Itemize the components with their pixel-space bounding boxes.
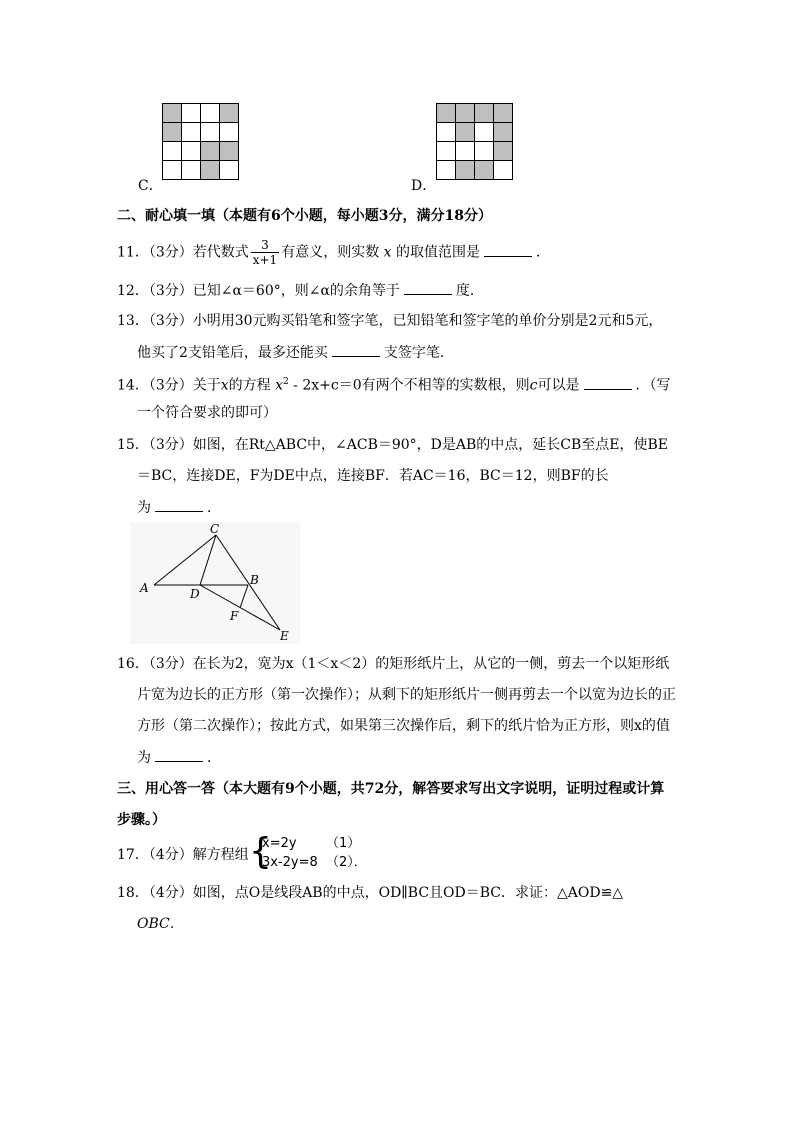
- question-11: [117, 238, 550, 267]
- q11-suffix: 有意义，则实数: [281, 244, 380, 261]
- q14-c: 有两个不相等的实数根，则: [361, 377, 530, 394]
- label-e: E: [280, 629, 289, 643]
- grid-d-cell-blank: [494, 161, 513, 180]
- q14-eq-rest: - 2x+c＝0: [288, 377, 362, 394]
- q16-line4-b: ．: [207, 750, 221, 766]
- label-d: D: [190, 587, 200, 601]
- grid-d-cell-blank: [437, 123, 456, 142]
- question-18-line-2: OBC．: [137, 916, 184, 932]
- grid-c-cell-shaded: [220, 142, 239, 161]
- grid-d-cell-shaded: [475, 104, 494, 123]
- section-3-heading-line-1: 三、用心答一答（本大题有9个小题，共72分，解答要求写出文字说明，证明过程或计算: [117, 781, 665, 797]
- grid-d-cell-blank: [456, 142, 475, 161]
- q11-suffix2: 的取值范围是: [396, 244, 481, 261]
- q15-answer-blank[interactable]: [155, 497, 203, 512]
- eq1-tag: （1）: [326, 836, 361, 851]
- q14-eq-exp: 2: [283, 377, 289, 387]
- grid-c-cell-blank: [201, 123, 220, 142]
- q12-text-b: 度．: [455, 283, 484, 299]
- q14-answer-blank[interactable]: [584, 375, 632, 390]
- grid-c-row: [163, 142, 239, 161]
- grid-c-cell-blank: [220, 123, 239, 142]
- q14-eq-x: x: [275, 377, 283, 394]
- q11-var: x: [383, 244, 392, 261]
- q15-triangle-figure: [130, 522, 300, 644]
- q14-e: ．（写: [635, 377, 671, 394]
- question-15-line-1: 15．（3分）如图，在Rt△ABC中，∠ACB＝90°，D是AB的中点，延长CB至点E，使BE: [117, 437, 669, 453]
- question-15-line-2: ＝BC，连接DE，F为DE中点，连接BF．若AC＝16，BC＝12，则BF的长: [137, 468, 609, 484]
- question-14-line-2: 一个符合要求的即可）: [137, 405, 277, 421]
- grid-c-cell-shaded: [220, 104, 239, 123]
- grid-d-row: [437, 104, 513, 123]
- eq2-tag: （2）: [326, 855, 354, 870]
- option-c-label: C．: [138, 178, 163, 194]
- option-d-label: D．: [411, 178, 437, 194]
- label-c: C: [210, 522, 220, 536]
- q11-numerator: 3: [251, 238, 279, 253]
- q11-fraction: [251, 238, 279, 267]
- grid-c-cell-shaded: [201, 142, 220, 161]
- eq1-text: x=2y: [262, 836, 297, 851]
- q11-answer-blank[interactable]: [484, 242, 532, 257]
- grid-d-row: [437, 161, 513, 180]
- grid-c-cell-blank: [182, 123, 201, 142]
- equation-1: [262, 834, 367, 853]
- eq2-text: 3x-2y=8: [262, 855, 318, 870]
- label-a: A: [140, 581, 149, 595]
- grid-d-cell-shaded: [437, 104, 456, 123]
- option-d-grid: [436, 103, 513, 180]
- question-15-line-3: [137, 497, 221, 518]
- question-16-line-4: [137, 747, 221, 768]
- q15-line3-b: ．: [207, 500, 221, 516]
- label-b: B: [250, 573, 259, 587]
- grid-d-cell-blank: [437, 142, 456, 161]
- grid-c-cell-shaded: [163, 123, 182, 142]
- grid-c-cell-shaded: [163, 104, 182, 123]
- grid-d-cell-shaded: [456, 123, 475, 142]
- grid-c-row: [163, 123, 239, 142]
- question-16-line-2: 片宽为边长的正方形（第一次操作）；从剩下的矩形纸片一侧再剪去一个以宽为边长的正: [137, 687, 676, 703]
- q12-answer-blank[interactable]: [404, 280, 452, 295]
- grid-d-cell-shaded: [475, 161, 494, 180]
- grid-d-cell-shaded: [456, 104, 475, 123]
- option-c-grid: [162, 103, 239, 180]
- grid-d-row: [437, 142, 513, 161]
- q12-text-a: 12．（3分）已知∠α＝60°，则∠α的余角等于: [117, 283, 400, 299]
- system-brace: {: [249, 831, 272, 872]
- q17-end: ．: [353, 855, 367, 870]
- section-3-heading-line-2: 步骤。）: [117, 812, 166, 828]
- q13-line2-b: 支签字笔．: [383, 345, 454, 361]
- grid-c-cell-blank: [163, 161, 182, 180]
- q14-a: 14．（3分）关于: [117, 377, 221, 394]
- q14-b: 的方程: [228, 377, 271, 394]
- grid-d-cell-shaded: [494, 123, 513, 142]
- q15-line3-a: 为: [137, 500, 151, 516]
- question-16-line-1: 16．（3分）在长为2，宽为x（1＜x＜2）的矩形纸片上，从它的一侧，剪去一个以矩形纸: [117, 656, 670, 672]
- q14-x: x: [220, 377, 229, 394]
- grid-c-cell-blank: [182, 104, 201, 123]
- q16-answer-blank[interactable]: [155, 747, 203, 762]
- q14-d: 可以是: [537, 377, 580, 394]
- grid-d-cell-blank: [437, 161, 456, 180]
- grid-d-cell-shaded: [494, 104, 513, 123]
- q16-line4-a: 为: [137, 750, 151, 766]
- grid-c-row: [163, 161, 239, 180]
- question-16-line-3: 方形（第二次操作）；按此方式，如果第三次操作后，剩下的纸片恰为正方形，则x的值: [137, 718, 670, 734]
- grid-c-cell-blank: [201, 104, 220, 123]
- equation-system: [262, 834, 367, 872]
- q11-denominator: x+1: [252, 253, 278, 267]
- q13-line2-a: 他买了2支铅笔后，最多还能买: [137, 345, 328, 361]
- grid-c-cell-blank: [220, 161, 239, 180]
- question-13-line-2: [137, 342, 454, 363]
- figure-background: [130, 522, 300, 644]
- question-18-line-1: 18．（4分）如图，点O是线段AB的中点，OD∥BC且OD＝BC．求证：△AOD≌△: [117, 885, 624, 901]
- grid-c-row: [163, 104, 239, 123]
- q11-end: ．: [536, 244, 551, 261]
- question-12: [117, 280, 484, 301]
- q13-answer-blank[interactable]: [332, 342, 380, 357]
- question-17-prefix: 17．（4分）解方程组: [117, 847, 249, 863]
- q14-cvar: c: [529, 377, 538, 394]
- section-2-heading: 二、耐心填一填（本题有6个小题，每小题3分，满分18分）: [117, 208, 492, 224]
- grid-c-cell-blank: [163, 142, 182, 161]
- label-f: F: [230, 609, 239, 623]
- grid-c-cell-shaded: [201, 161, 220, 180]
- question-13-line-1: 13．（3分）小明用30元购买铅笔和签字笔，已知铅笔和签字笔的单价分别是2元和5元，: [117, 313, 663, 329]
- question-14-line-1: [117, 372, 671, 396]
- q11-prefix: 11．（3分）若代数式: [117, 244, 249, 261]
- grid-d-cell-blank: [475, 142, 494, 161]
- grid-d-cell-shaded: [494, 142, 513, 161]
- grid-c-cell-blank: [182, 142, 201, 161]
- grid-d-cell-blank: [475, 123, 494, 142]
- equation-2: [262, 853, 367, 872]
- grid-d-cell-shaded: [456, 161, 475, 180]
- grid-d-row: [437, 123, 513, 142]
- grid-c-cell-blank: [182, 161, 201, 180]
